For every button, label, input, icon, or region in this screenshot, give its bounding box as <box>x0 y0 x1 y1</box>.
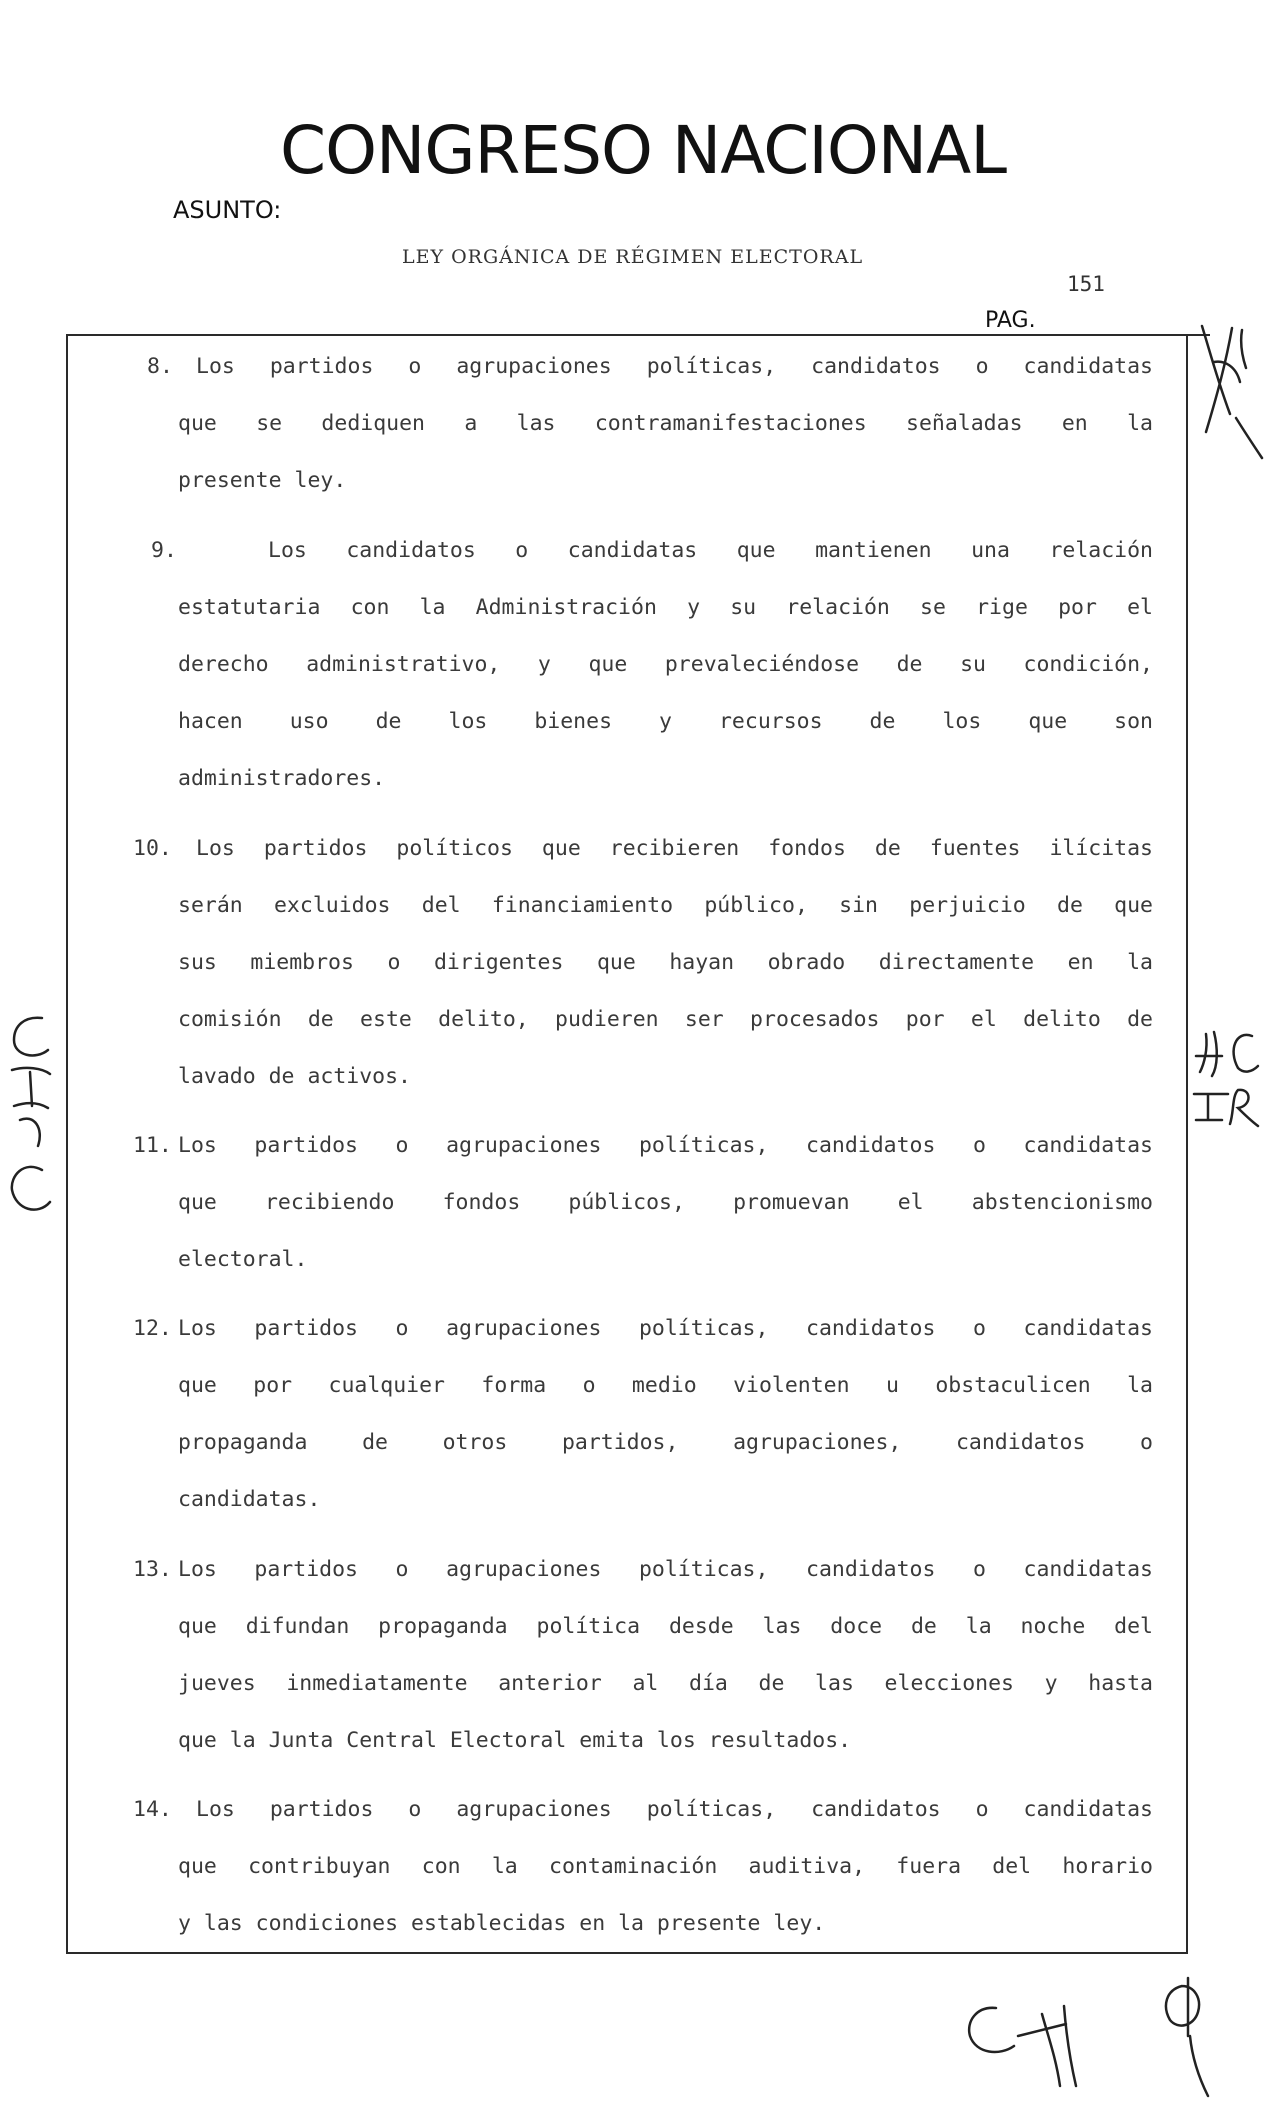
item-line: presente ley. <box>178 468 347 493</box>
item-line: administradores. <box>178 766 386 791</box>
initials-right-margin-icon <box>1192 1016 1262 1126</box>
item-number: 8. <box>147 354 173 379</box>
item-line: electoral. <box>178 1247 308 1272</box>
item-line: Los partidos o agrupaciones políticas, candidatos o candidatas <box>178 1557 1153 1582</box>
initials-left-margin-icon <box>2 1010 62 1220</box>
item-line: lavado de activos. <box>178 1064 411 1089</box>
page-number: 151 <box>1067 272 1105 296</box>
item-line: que recibiendo fondos públicos, promuevan el abstencionismo <box>178 1190 1153 1215</box>
item-line: y las condiciones establecidas en la presente ley. <box>178 1911 826 1936</box>
letterhead-title: CONGRESO NACIONAL <box>280 112 1007 189</box>
item-line: Los partidos o agrupaciones políticas, candidatos o candidatas <box>178 1316 1153 1341</box>
item-line: comisión de este delito, pudieren ser procesados por el delito de <box>178 1007 1153 1032</box>
item-line: Los partidos o agrupaciones políticas, candidatos o candidatas <box>196 1797 1153 1822</box>
item-line: Los partidos o agrupaciones políticas, candidatos o candidatas <box>178 1133 1153 1158</box>
item-line: que se dediquen a las contramanifestaciones señaladas en la <box>178 411 1153 436</box>
item-line: Los candidatos o candidatas que mantienen una relación <box>268 538 1153 563</box>
item-number: 14. <box>133 1797 172 1822</box>
item-line: serán excluidos del financiamiento público, sin perjuicio de que <box>178 893 1153 918</box>
item-line: sus miembros o dirigentes que hayan obrado directamente en la <box>178 950 1153 975</box>
item-line: hacen uso de los bienes y recursos de los que son <box>178 709 1153 734</box>
item-number: 13. <box>133 1557 172 1582</box>
item-line: que contribuyan con la contaminación auditiva, fuera del horario <box>178 1854 1153 1879</box>
item-line: derecho administrativo, y que prevaleciéndose de su condición, <box>178 652 1153 677</box>
item-line: propaganda de otros partidos, agrupaciones, candidatos o <box>178 1430 1153 1455</box>
item-number: 12. <box>133 1316 172 1341</box>
item-line: Los partidos o agrupaciones políticas, candidatos o candidatas <box>196 354 1153 379</box>
item-number: 11. <box>133 1133 172 1158</box>
document-subject: LEY ORGÁNICA DE RÉGIMEN ELECTORAL <box>402 246 864 268</box>
item-line: Los partidos políticos que recibieren fondos de fuentes ilícitas <box>196 836 1153 861</box>
item-line: jueves inmediatamente anterior al día de las elecciones y hasta <box>178 1671 1153 1696</box>
page-label: PAG. <box>985 308 1036 333</box>
asunto-label: ASUNTO: <box>173 196 282 224</box>
item-line: que difundan propaganda política desde las doce de la noche del <box>178 1614 1153 1639</box>
item-line: que la Junta Central Electoral emita los resultados. <box>178 1728 852 1753</box>
item-line: estatutaria con la Administración y su relación se rige por el <box>178 595 1153 620</box>
signature-top-right-icon <box>1196 322 1265 462</box>
item-line: que por cualquier forma o medio violenten u obstaculicen la <box>178 1373 1153 1398</box>
item-number: 10. <box>133 836 172 861</box>
item-line: candidatas. <box>178 1487 321 1512</box>
signature-bottom-icon <box>956 1976 1256 2100</box>
item-number: 9. <box>151 538 177 563</box>
